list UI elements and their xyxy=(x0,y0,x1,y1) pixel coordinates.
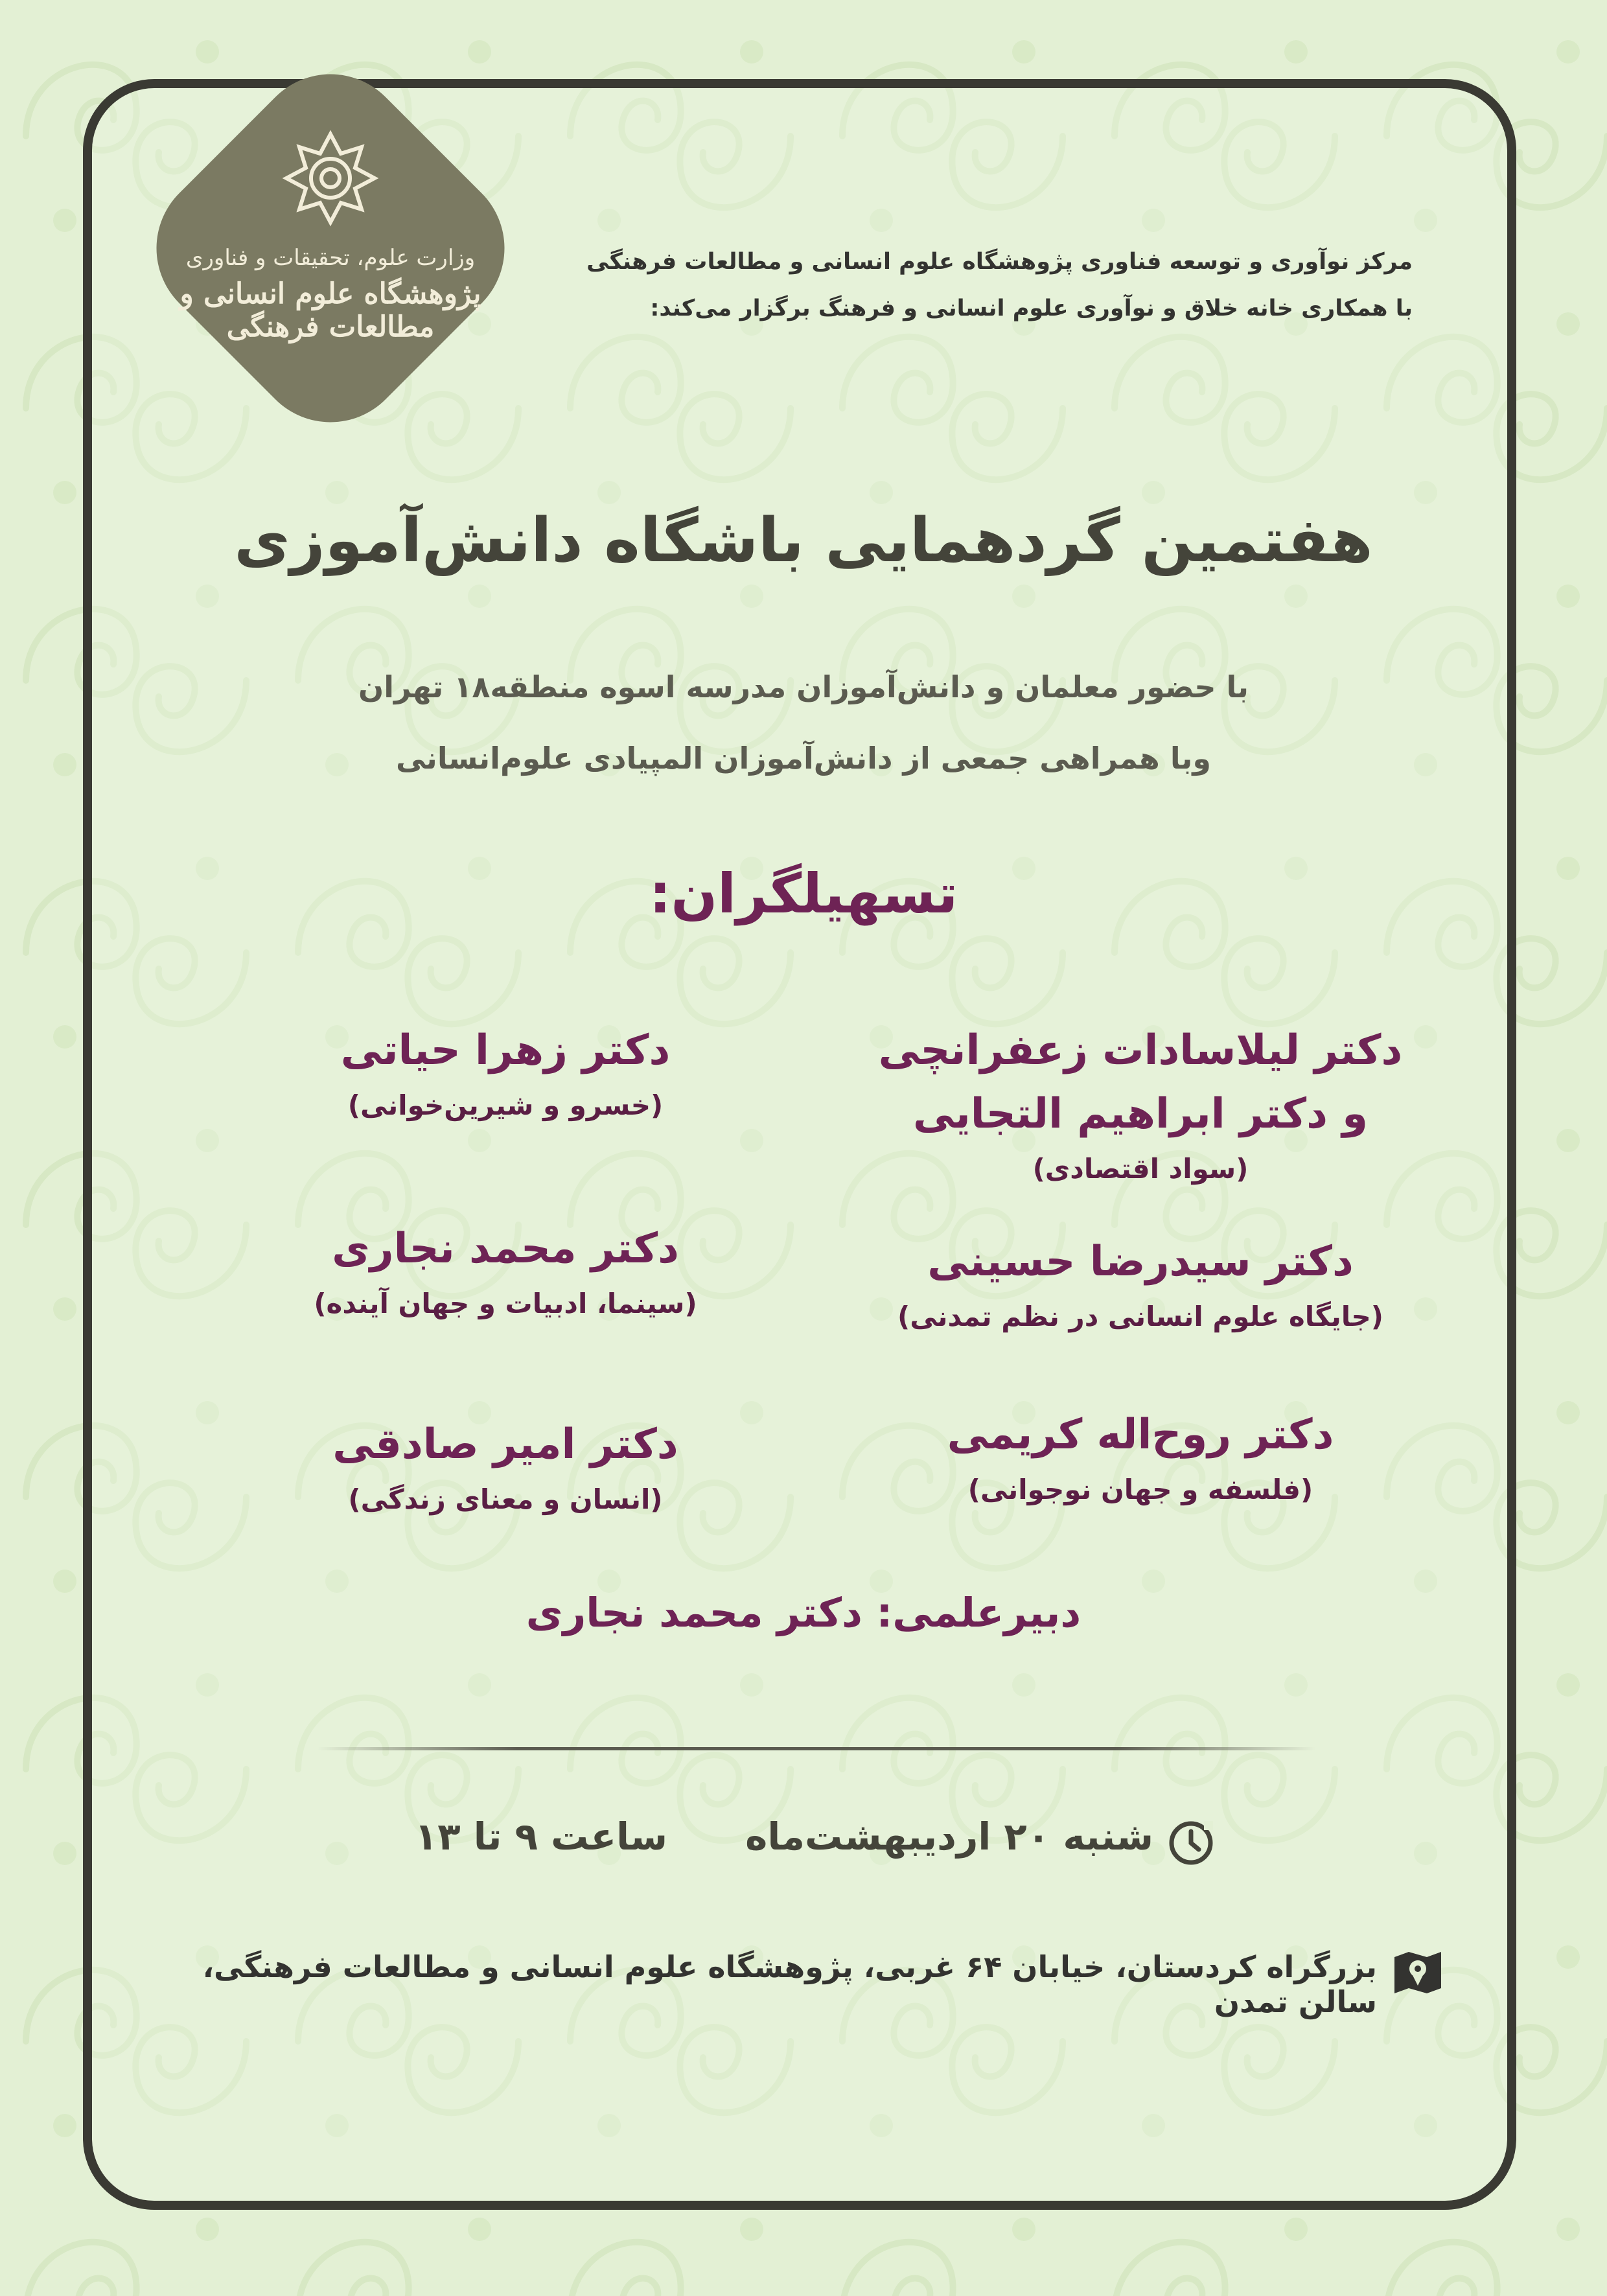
facilitators-heading: تسهیلگران: xyxy=(649,862,958,925)
facilitator-topic: (جایگاه علوم انسانی در نظم تمدنی) xyxy=(897,1301,1383,1332)
organizer-line-2: با همکاری خانه خلاق و نوآوری علوم انسانی و فرهنگ برگزار می‌کند: xyxy=(650,296,1413,321)
facilitator-4 xyxy=(214,1217,797,1327)
facilitator-name: دکتر محمد نجاری xyxy=(332,1225,679,1273)
scientific-secretary: دبیرعلمی: دکتر محمد نجاری xyxy=(526,1589,1081,1636)
star-emblem-icon xyxy=(282,130,379,227)
facilitator-name: دکتر زهرا حیاتی xyxy=(340,1026,671,1074)
event-time: ساعت ۹ تا ۱۳ xyxy=(414,1815,667,1859)
facilitator-name: دکتر سیدرضا حسینی xyxy=(927,1238,1354,1286)
facilitator-name: دکتر روح‌اله کریمی xyxy=(947,1411,1334,1459)
facilitator-topic: (سواد اقتصادی) xyxy=(1032,1153,1249,1185)
institute-logo xyxy=(143,130,518,402)
logo-institute-text: پژوهشگاه علوم انسانی و مطالعات فرهنگی xyxy=(179,277,481,343)
facilitator-1 xyxy=(849,1019,1432,1192)
organizer-text xyxy=(570,238,1413,332)
address-hall: سالن تمدن xyxy=(1214,1984,1377,2019)
address-main: بزرگراه کردستان، خیابان ۶۴ غربی، پژوهشگاه علوم انسانی و مطالعات فرهنگی، xyxy=(202,1949,1377,1984)
facilitator-name: دکتر امیر صادقی xyxy=(332,1421,678,1468)
event-title: هفتمین گردهمایی باشگاه دانش‌آموزی xyxy=(234,505,1373,576)
facilitator-topic: (فلسفه و جهان نوجوانی) xyxy=(967,1474,1313,1505)
facilitator-name-2: و دکتر ابراهیم التجایی xyxy=(912,1090,1369,1138)
logo-ministry-text: وزارت علوم، تحقیقات و فناوری xyxy=(185,245,476,271)
clock-icon xyxy=(1166,1818,1216,1868)
facilitator-5 xyxy=(849,1403,1432,1513)
divider xyxy=(318,1747,1315,1750)
event-date: شنبه ۲۰ اردیبهشت‌ماه xyxy=(745,1815,1153,1859)
facilitator-3 xyxy=(849,1230,1432,1340)
map-pin-icon xyxy=(1392,1949,1444,1996)
facilitator-topic: (سینما، ادبیات و جهان آینده) xyxy=(314,1288,697,1319)
organizer-line-1: مرکز نوآوری و توسعه فناوری پژوهشگاه علوم انسانی و مطالعات فرهنگی xyxy=(586,249,1413,275)
facilitator-2 xyxy=(214,1019,797,1129)
subtitle-line-1: با حضور معلمان و دانش‌آموزان مدرسه اسوه منطقه۱۸ تهران xyxy=(358,669,1249,704)
event-address xyxy=(130,1949,1377,2019)
facilitator-topic: (انسان و معنای زندگی) xyxy=(348,1483,663,1515)
facilitator-topic: (خسرو و شیرین‌خوانی) xyxy=(347,1089,664,1121)
subtitle-line-2: وبا همراهی جمعی از دانش‌آموزان المپیادی علوم‌انسانی xyxy=(396,741,1211,776)
event-subtitle xyxy=(220,651,1387,794)
facilitator-name: دکتر لیلاسادات زعفرانچی xyxy=(878,1026,1403,1074)
facilitator-6 xyxy=(214,1413,797,1523)
